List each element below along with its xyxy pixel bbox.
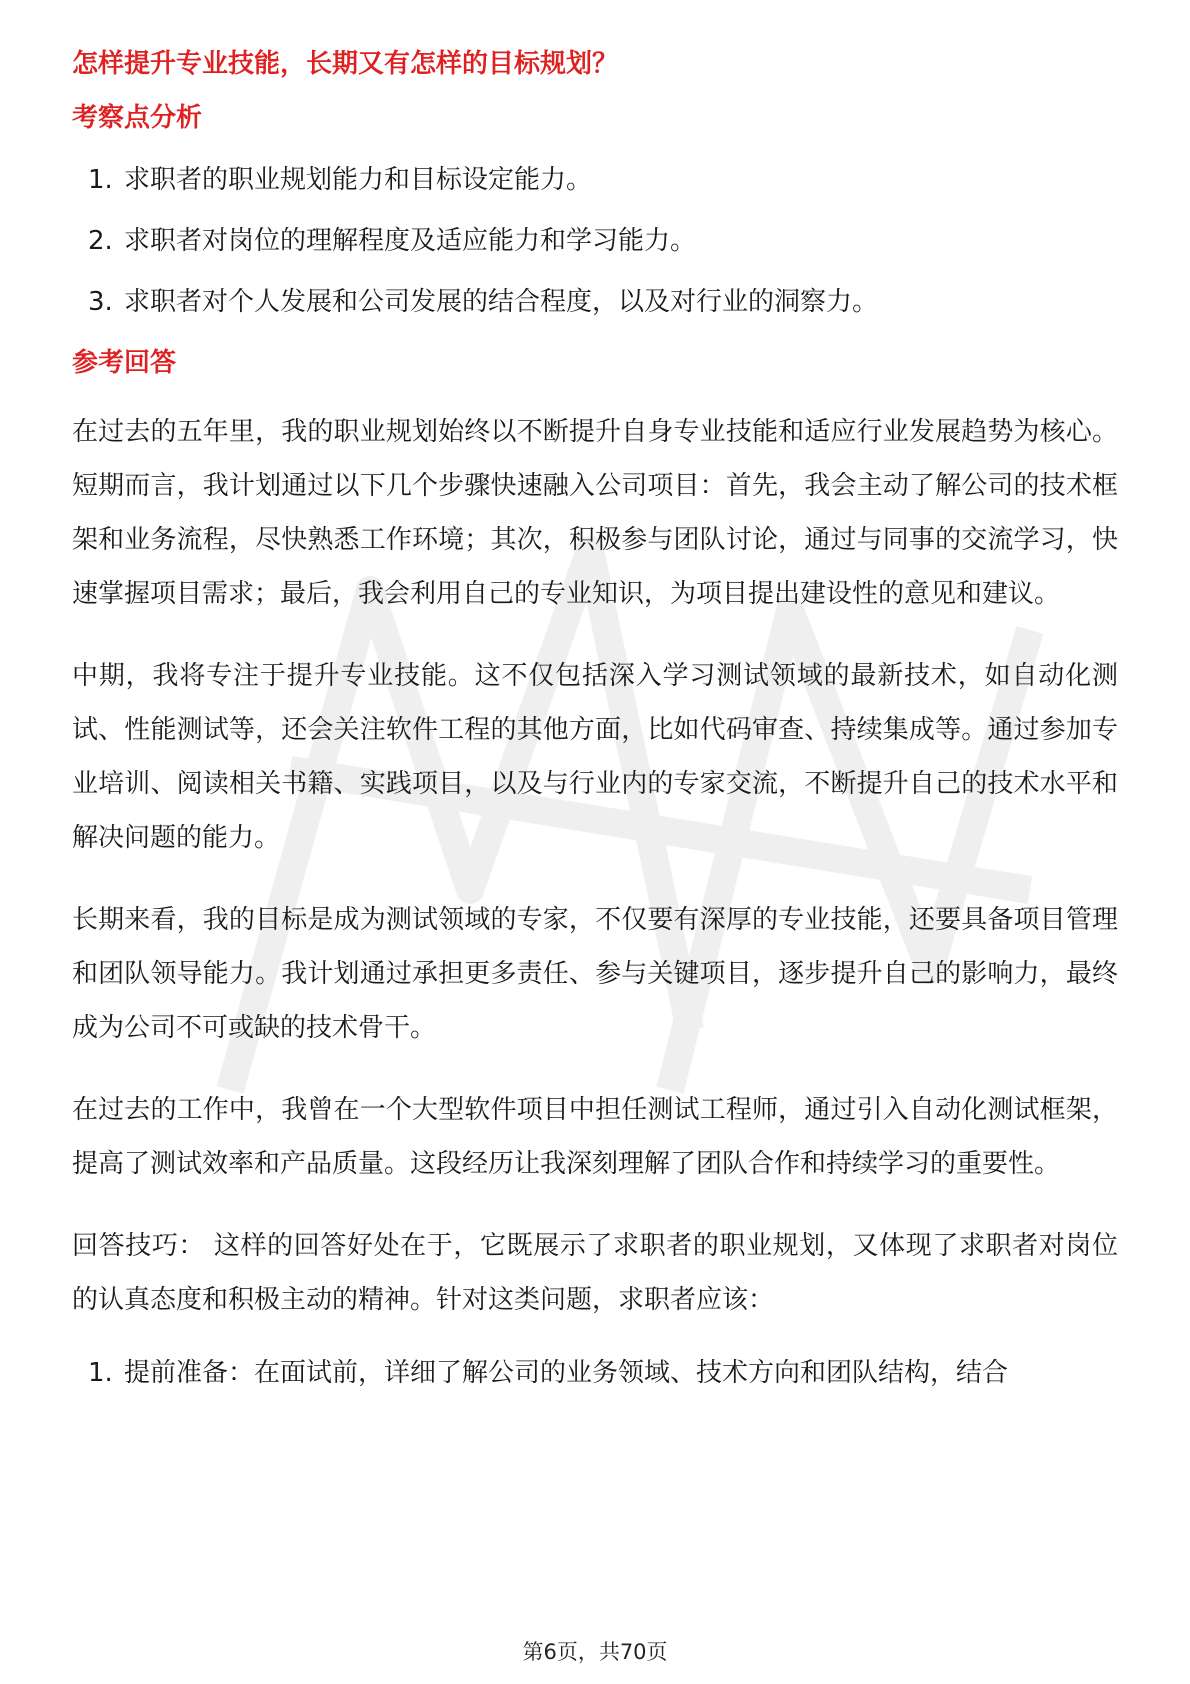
list-item-text: 求职者对个人发展和公司发展的结合程度，以及对行业的洞察力。 (124, 287, 879, 317)
tips-list (72, 1353, 1118, 1393)
list-item-number: 1. (88, 1358, 113, 1388)
answer-paragraph: 中期，我将专注于提升专业技能。这不仅包括深入学习测试领域的最新技术，如自动化测试、性能测试等，还会关注软件工程的其他方面，比如代码审查、持续集成等。通过参加专业培训、阅读相关书籍、实践项目，以及与行业内的专家交流，不断提升自己的技术水平和解决问题的能力。 (72, 661, 1118, 853)
document-page (72, 44, 1118, 1393)
list-item-number: 1. (88, 165, 113, 195)
answer-heading: 参考回答 (72, 348, 177, 378)
list-item (72, 1353, 1118, 1393)
list-item-number: 3. (88, 287, 113, 317)
list-item-text: 求职者对岗位的理解程度及适应能力和学习能力。 (124, 226, 697, 256)
list-item (72, 282, 1118, 322)
list-item (72, 160, 1118, 200)
answer-paragraph: 在过去的五年里，我的职业规划始终以不断提升自身专业技能和适应行业发展趋势为核心。短期而言，我计划通过以下几个步骤快速融入公司项目：首先，我会主动了解公司的技术框架和业务流程，尽快熟悉工作环境；其次，积极参与团队讨论，通过与同事的交流学习，快速掌握项目需求；最后，我会利用自己的专业知识，为项目提出建设性的意见和建议。 (72, 417, 1118, 609)
answer-paragraph: 长期来看，我的目标是成为测试领域的专家，不仅要有深厚的专业技能，还要具备项目管理和团队领导能力。我计划通过承担更多责任、参与关键项目，逐步提升自己的影响力，最终成为公司不可或缺的技术骨干。 (72, 905, 1118, 1043)
tip-label: 提前准备： (124, 1358, 255, 1388)
tip-text: 在面试前，详细了解公司的业务领域、技术方向和团队结构，结合 (254, 1358, 1009, 1388)
list-item-number: 2. (88, 226, 113, 256)
analysis-heading: 考察点分析 (72, 103, 203, 133)
list-item (72, 221, 1118, 261)
answer-tips-paragraph: 回答技巧： 这样的回答好处在于，它既展示了求职者的职业规划，又体现了求职者对岗位的认真态度和积极主动的精神。针对这类问题，求职者应该： (72, 1231, 1118, 1315)
answer-paragraph: 在过去的工作中，我曾在一个大型软件项目中担任测试工程师，通过引入自动化测试框架，提高了测试效率和产品质量。这段经历让我深刻理解了团队合作和持续学习的重要性。 (72, 1095, 1118, 1179)
question-title: 怎样提升专业技能，长期又有怎样的目标规划？ (72, 49, 619, 79)
list-item-text: 求职者的职业规划能力和目标设定能力。 (124, 165, 593, 195)
page-indicator: 第6页，共70页 (522, 1640, 668, 1664)
analysis-list (72, 160, 1118, 322)
list-item-text (124, 1353, 1008, 1393)
